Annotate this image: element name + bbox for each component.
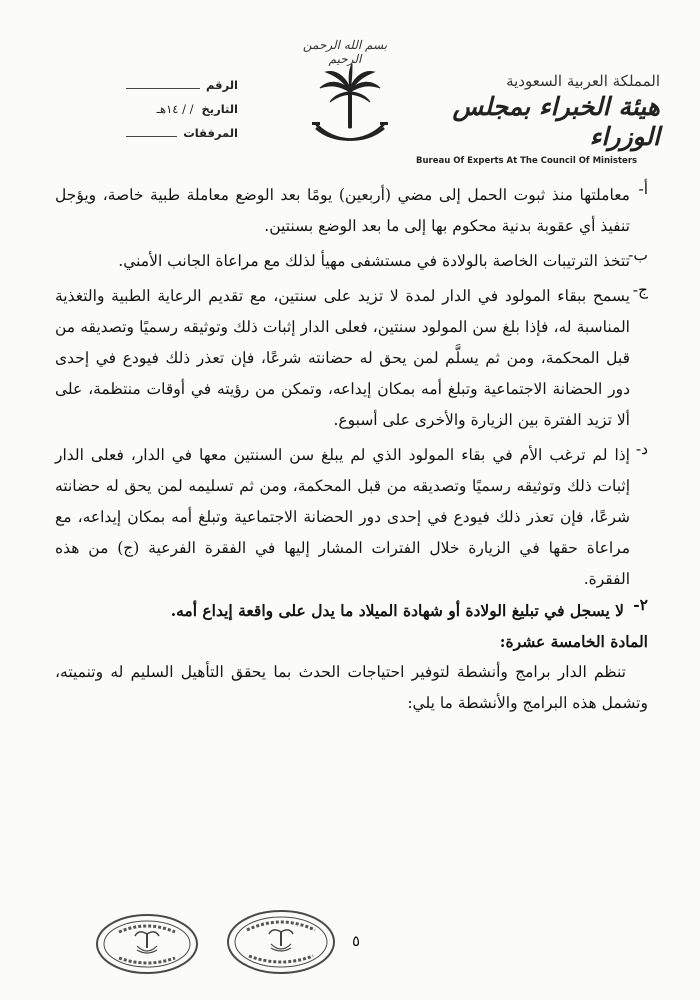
reference-fields xyxy=(118,78,238,150)
attachments-field xyxy=(118,126,238,150)
number-field xyxy=(118,78,238,102)
page-number: ٥ xyxy=(352,932,361,950)
clause-a-text: معاملتها منذ ثبوت الحمل إلى مضي (أربعين) يومًا بعد الوضع معاملة طبية خاصة، ويؤجل تنفيذ أي عقوبة بدنية محكوم بها إلى ما بعد الوضع بسنتين. xyxy=(55,186,630,235)
palm-swords-emblem-icon xyxy=(310,62,390,152)
date-value: / / ١٤هـ xyxy=(156,102,194,116)
clause-2-text: لا يسجل في تبليغ الولادة أو شهادة الميلاد ما يدل على واقعة إيداع أمه. xyxy=(170,601,624,620)
clause-a xyxy=(55,180,648,242)
clause-2-marker: ٢- xyxy=(633,595,648,614)
bureau-seal-stamp xyxy=(225,908,337,976)
article-15-text: تنظم الدار برامج وأنشطة لتوفير احتياجات الحدث بما يحقق التأهيل السليم له وتنميته، وتشمل هذه البرامج والأنشطة ما يلي: xyxy=(55,663,648,712)
date-field xyxy=(118,102,238,126)
number-line xyxy=(126,87,200,89)
attachments-line xyxy=(126,135,177,137)
article-15-title: المادة الخامسة عشرة: xyxy=(499,632,648,651)
clause-c xyxy=(55,281,648,436)
date-label: التاريخ xyxy=(201,102,238,116)
number-label: الرقم xyxy=(206,78,238,92)
clause-d xyxy=(55,440,648,595)
clause-b xyxy=(55,246,648,277)
clause-b-marker: ب- xyxy=(628,246,648,264)
bureau-name-english: Bureau Of Experts At The Council Of Ministers xyxy=(416,156,638,166)
clause-d-marker: د- xyxy=(635,440,648,458)
attachments-label: المرفقات xyxy=(183,126,238,140)
general-secretariat-seal-stamp xyxy=(95,912,200,976)
clause-c-marker: ج- xyxy=(632,281,648,299)
letterhead xyxy=(410,72,660,166)
clause-b-text: تتخذ الترتيبات الخاصة بالولادة في مستشفى مهيأ لذلك مع مراعاة الجانب الأمني. xyxy=(118,252,630,270)
clause-d-text: إذا لم ترغب الأم في بقاء المولود الذي لم يبلغ سن السنتين معها في الدار، فعلى الدار إثبات ذلك وتوثيقه رسميًا وتصديقه من قبل المحكمة، ومن ثم تسليمه لمن يحق له حضانته شرعًا، فإن تعذر ذلك فيودع في إحدى دور الحضانة الاجتماعية وتبلغ أمه بمكان إيداعه، مع مراعاة حقها في الزيارة خلال الفترات المشار إليها في الفقرة الفرعية (ج) من هذه الفقرة. xyxy=(55,446,630,588)
bureau-name-arabic: هيئة الخبراء بمجلس الوزراء xyxy=(452,92,660,151)
clause-a-marker: أ- xyxy=(638,180,648,198)
basmala: بسم الله الرحمن الرحيم xyxy=(302,38,388,66)
kingdom-name: المملكة العربية السعودية xyxy=(506,72,660,90)
document-body xyxy=(55,180,648,719)
clause-2 xyxy=(55,595,648,626)
clause-c-text: يسمح ببقاء المولود في الدار لمدة لا تزيد على سنتين، مع تقديم الرعاية الطبية والتغذية المناسبة له، فإذا بلغ سن المولود سنتين، فعلى الدار إثبات ذلك وتوثيقه رسميًا وتصديقه من قبل المحكمة، ومن ثم يسلَّم لمن يحق له حضانته شرعًا، فإن تعذر ذلك فيودع في إحدى دور الحضانة الاجتماعية وتبلغ أمه بمكان إيداعه، وتمكن من رؤيته في أوقات منتظمة، على ألا تزيد الفترة بين الزيارة والأخرى على أسبوع. xyxy=(55,287,630,429)
